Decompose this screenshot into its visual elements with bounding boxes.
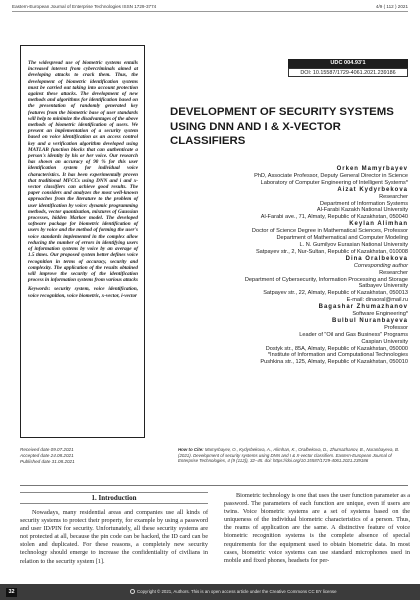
accepted-date: Accepted date 24.08.2021 <box>20 453 74 459</box>
author-line: Department of Mathematical and Computer Modeling <box>276 235 408 242</box>
license-text <box>130 588 410 596</box>
article-title: DEVELOPMENT OF SECURITY SYSTEMS USING DNN AND I & X-VECTOR CLASSIFIERS <box>170 106 394 147</box>
page-footer <box>0 584 420 600</box>
abstract-box <box>20 45 145 438</box>
received-date: Received date 09.07.2021 <box>20 447 74 452</box>
author-block <box>160 256 408 304</box>
author-line: Satbayev University <box>358 283 408 290</box>
citation-label: How to Cite: <box>178 447 204 452</box>
author-block <box>160 318 408 366</box>
author-line: PhD, Associate Professor, Deputy General Director in Science <box>254 172 408 179</box>
author-block <box>160 187 408 222</box>
author-name: Dina Oralbekova <box>345 255 408 262</box>
author-name: Aizat Kydyrbekova <box>337 186 408 193</box>
body-text-left: Nowadays, many residential areas and companies use all kinds of security systems to protect their property, for example by using a password and user ID/PIN for security. Unfortunately, all these security systems are not protected at all, because the pin code can be hacked, the ID card can be stolen and duplicated. For these reasons, a completely new security technology should emerge to increase the confidentiality of civilians in relation to the security system [1]. <box>20 509 208 565</box>
journal-header <box>12 3 408 12</box>
author-block <box>160 304 408 318</box>
journal-issue: 4/9 ( 112 ) 2021 <box>375 4 408 9</box>
author-name: Bulbul Nuranbayeva <box>331 317 408 324</box>
journal-name: Eastern-European Journal of Enterprise Technologies ISSN 1729-3774 <box>12 4 157 9</box>
published-date: Published date 31.08.2021 <box>20 459 75 465</box>
doi-link[interactable]: DOI: 10.15587/1729-4061.2021.239186 <box>288 68 408 77</box>
body-text-right: Biometric technology is one that uses the user function parameter as a password. The parameters of each function are unique, even if users are twins. Voice biometric systems are a set of systems based on the uniqueness of the individual biometric characteristics of a person. Thus, the reams of application are the same. A distinctive feature of voice biometric recognition systems is the complete absence of special requirements for the equipment used to obtain biometric data. In most cases, biometric voice systems can use standard microphones used in mobile and fixed phones, headsets for per- <box>224 492 410 564</box>
author-line: Leader of "Oil and Gas Business" Programs <box>299 331 408 338</box>
author-line: Laboratory of Computer Engineering of Intelligent Systems* <box>260 179 408 186</box>
author-list <box>160 166 408 366</box>
author-line: Pushkina str., 125, Almaty, Republic of Kazakhstan, 050010 <box>260 359 408 366</box>
author-name: Orken Mamyrbayev <box>336 166 408 172</box>
author-name: Bagashar Zhumazhanov <box>318 304 408 311</box>
author-line: Doctor of Science Degree in Mathematical Sciences, Professor <box>251 228 408 235</box>
author-line: Researcher <box>379 193 408 200</box>
author-block <box>160 221 408 256</box>
license-label: Copyright © 2021, Authors. This is an open access article under the Creative Commons CC BY license <box>137 589 337 594</box>
abstract-text: The widespread use of biometric systems entails increased interest from cybercriminals aimed at developing attacks to crack them. Thus, the development of biometric identification systems must be carried out taking into account protection against these attacks. The development of new methods and algorithms for identification based on the presentation of randomly generated key features from the biometric base of user standards will help to minimize the disadvantages of the above methods of biometric identification of users. We present an implementation of a security system based on voice identification as an access control key and a verification algorithm developed using MATLAB function blocks that can authenticate a person's identity by his or her voice. Our research has shown an accuracy of 90 % for this user identification system for individual voice characteristics. It has been experimentally proven that traditional MFCCs using DNN and i and x-vector classifiers can achieve good results. The paper considers and analyzes the most well-known approaches from the literature to the problem of user identification by voice: dynamic programming methods, vector quantization, mixtures of Gaussian processes, hidden Markov model. The developed software package for biometric identification of users by voice and the method of forming the user's voice standards implemented in the complex allow reducing the number of errors in identifying users of information systems by voice by an average of 1.5 times. Our proposed system better defines voice recognition in terms of accuracy, security and complexity. The application of the results obtained will improve the security of the identification process in information systems from various attacks <box>28 60 138 284</box>
page-number: 32 <box>6 588 17 597</box>
author-line: Dostyk str., 85A, Almaty, Republic of Kazakhstan, 050000 <box>265 345 408 352</box>
author-block <box>160 166 408 187</box>
author-line: Corresponding author <box>353 262 408 269</box>
author-line: Professor <box>384 324 408 331</box>
citation <box>178 447 410 464</box>
cc-license-icon <box>130 589 135 594</box>
author-line: Al-Farabi ave., 71, Almaty, Republic of Kazakhstan, 050040 <box>260 214 408 221</box>
author-line: Al-Farabi Kazakh National University <box>316 207 408 214</box>
author-name: Keylan Alimhan <box>349 221 408 228</box>
section-heading: 1. Introduction <box>20 492 208 504</box>
author-line: Department of Cybersecurity, Information Processing and Storage <box>244 276 408 283</box>
author-email[interactable]: E-mail: dinaoral@mail.ru <box>346 297 408 304</box>
udc-label: UDC 004.93'1 <box>288 59 408 68</box>
author-line: Software Engineering* <box>352 311 408 318</box>
author-line: Satpayev str., 22, Almaty, Republic of Kazakhstan, 050013 <box>263 290 408 297</box>
author-line: L. N. Gumilyov Eurasian National University <box>299 241 408 248</box>
keywords-label: Keywords: <box>28 286 51 293</box>
author-line: Researcher <box>379 269 408 276</box>
article-dates <box>20 447 140 466</box>
citation-text: Mamyrbayev, O., Kydyrbekova, A., Alimhan, K., Oralbekova, D., Zhumazhanov, B., Nuranbayeva, B. (2021). Development of security systems using DNN and I & X-vector classifiers. Eastern-European Journal of Enterprise Technologies, 4 (9 (112)), 32–45. doi: https://doi.org/10.15587/1729-4061.2021.239186 <box>178 447 400 464</box>
section-divider <box>20 485 408 486</box>
author-line: Department of Information Systems <box>320 200 408 207</box>
keywords <box>28 286 138 298</box>
author-line: Satpayev str., 2, Nur-Sultan, Republic of Kazakhstan, 010008 <box>255 248 408 255</box>
keywords-text: security system, voice identification, voice recognition, voice biometric, x-vector, i-vector <box>28 286 138 299</box>
author-line: Caspian University <box>361 338 408 345</box>
author-line: *Institute of Information and Computational Technologies <box>267 352 408 359</box>
